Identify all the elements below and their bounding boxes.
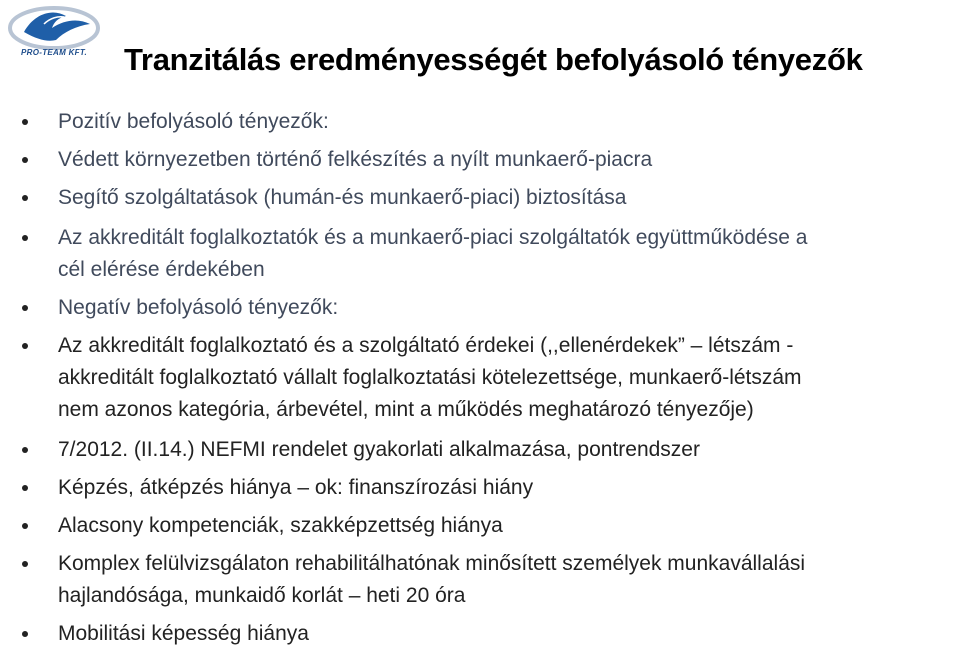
list-item-text: Komplex felülvizsgálaton rehabilitálhatónak minősített személyek munkavállalási [58,552,806,575]
list-item-text: akkreditált foglalkoztató vállalt foglalkoztatási kötelezettsége, munkaerő-létszám [58,366,802,389]
list-item [58,292,958,324]
list-item-text: Az akkreditált foglalkoztatók és a munkaerő-piaci szolgáltatók együttműködése a [58,226,808,249]
list-item-text: nem azonos kategória, árbevétel, mint a működés meghatározó tényezője) [58,398,754,421]
list-item-text: hajlandósága, munkaidő korlát – heti 20 óra [58,584,466,607]
list-item-text: Az akkreditált foglalkoztató és a szolgáltató érdekei (,,ellenérdekek” – létszám - [58,334,794,357]
company-logo [4,2,104,66]
page-title: Tranzitálás eredményességét befolyásoló tényezők [124,42,863,77]
logo-text: PRO-TEAM KFT. [21,48,87,57]
list-item-text: cél elérése érdekében [58,258,265,281]
list-item [58,182,958,214]
list-item [58,106,958,138]
list-item-text: Mobilitási képesség hiánya [58,622,309,645]
dove-logo-icon [4,2,104,52]
list-item-text: Védett környezetben történő felkészítés a nyílt munkaerő-piacra [58,148,653,171]
list-item [58,510,958,542]
list-item-text: Képzés, átképzés hiánya – ok: finanszírozási hiány [58,476,534,499]
list-item-text: Pozitív befolyásoló tényezők: [58,110,329,133]
list-item-text: Segítő szolgáltatások (humán-és munkaerő-piaci) biztosítása [58,186,627,209]
list-item [58,618,958,650]
list-item-text: 7/2012. (II.14.) NEFMI rendelet gyakorlati alkalmazása, pontrendszer [58,438,700,461]
list-item [58,548,958,612]
list-item [58,222,958,286]
list-item [58,330,958,426]
list-item [58,472,958,504]
list-item [58,434,958,466]
list-item-text: Negatív befolyásoló tényezők: [58,296,339,319]
list-item [58,144,958,176]
list-item-text: Alacsony kompetenciák, szakképzettség hiánya [58,514,503,537]
